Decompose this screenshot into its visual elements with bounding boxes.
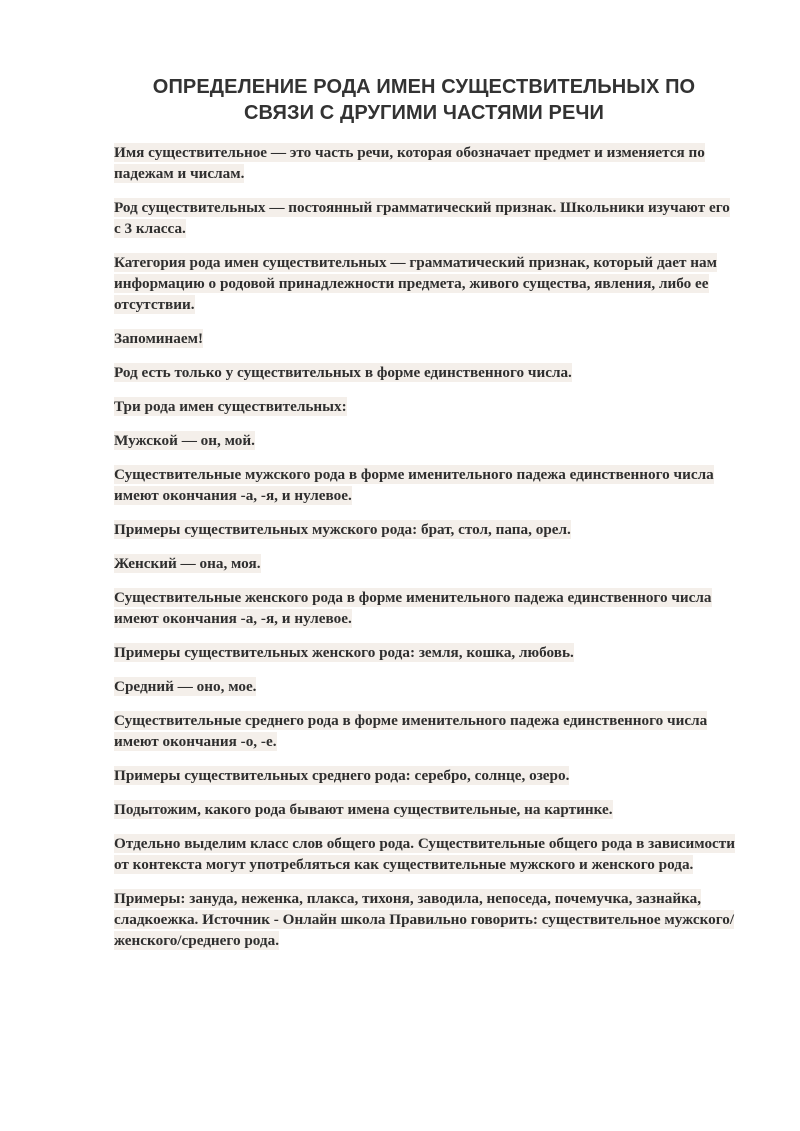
paragraph-feminine-endings bbox=[114, 587, 740, 629]
paragraph-text: Имя существительное — это часть речи, которая обозначает предмет и изменяется по падежам и числам. bbox=[114, 144, 705, 182]
paragraph-text: Подытожим, какого рода бывают имена существительные, на картинке. bbox=[114, 801, 613, 818]
paragraph-neuter bbox=[114, 676, 740, 697]
paragraph-text: Категория рода имен существительных — грамматический признак, который дает нам информацию о родовой принадлежности предмета, живого существа, явления, либо ее отсутствии. bbox=[114, 254, 717, 313]
paragraph-common-gender-examples bbox=[114, 888, 740, 951]
paragraph-masculine bbox=[114, 430, 740, 451]
paragraph-text: Три рода имен существительных: bbox=[114, 398, 347, 415]
paragraph-text: Средний — оно, мое. bbox=[114, 678, 257, 695]
paragraph-text: Существительные женского рода в форме именительного падежа единственного числа имеют окончания -а, -я, и нулевое. bbox=[114, 589, 712, 627]
paragraph-text: Род существительных — постоянный грамматический признак. Школьники изучают его с 3 класса. bbox=[114, 199, 730, 237]
paragraph-text: Примеры существительных женского рода: земля, кошка, любовь. bbox=[114, 644, 574, 661]
title-line-2: СВЯЗИ С ДРУГИМИ ЧАСТЯМИ РЕЧИ bbox=[243, 102, 605, 124]
paragraph-text: Мужской — он, мой. bbox=[114, 432, 255, 449]
paragraph-text: Существительные мужского рода в форме именительного падежа единственного числа имеют окончания -а, -я, и нулевое. bbox=[114, 466, 714, 504]
paragraph-three-genders bbox=[114, 396, 740, 417]
paragraph-neuter-examples bbox=[114, 765, 740, 786]
paragraph-gender-category bbox=[114, 252, 740, 315]
paragraph-masculine-endings bbox=[114, 464, 740, 506]
paragraph-neuter-endings bbox=[114, 710, 740, 752]
paragraph-noun-definition bbox=[114, 142, 740, 184]
paragraph-text: Примеры: зануда, неженка, плакса, тихоня, заводила, непоседа, почемучка, зазнайка, сладкоежка. Источник - Онлайн школа Правильно говорить: существительное мужского/женского/среднего рода. bbox=[114, 890, 735, 949]
paragraph-text: Род есть только у существительных в форме единственного числа. bbox=[114, 364, 572, 381]
paragraph-text: Примеры существительных среднего рода: серебро, солнце, озеро. bbox=[114, 767, 570, 784]
document-title bbox=[104, 74, 744, 126]
paragraph-masculine-examples bbox=[114, 519, 740, 540]
paragraph-text: Запоминаем! bbox=[114, 330, 204, 347]
paragraph-feminine bbox=[114, 553, 740, 574]
paragraph-text: Существительные среднего рода в форме именительного падежа единственного числа имеют окончания -о, -е. bbox=[114, 712, 708, 750]
title-line-1: ОПРЕДЕЛЕНИЕ РОДА ИМЕН СУЩЕСТВИТЕЛЬНЫХ ПО bbox=[152, 76, 696, 98]
paragraph-feminine-examples bbox=[114, 642, 740, 663]
paragraph-text: Примеры существительных мужского рода: брат, стол, папа, орел. bbox=[114, 521, 571, 538]
paragraph-text: Отдельно выделим класс слов общего рода. Существительные общего рода в зависимости от контекста могут употребляться как существительные мужского и женского рода. bbox=[114, 835, 735, 873]
paragraph-text: Женский — она, моя. bbox=[114, 555, 261, 572]
paragraph-common-gender bbox=[114, 833, 740, 875]
paragraph-summary bbox=[114, 799, 740, 820]
paragraph-gender-feature bbox=[114, 197, 740, 239]
paragraph-singular-only bbox=[114, 362, 740, 383]
paragraph-remember bbox=[114, 328, 740, 349]
